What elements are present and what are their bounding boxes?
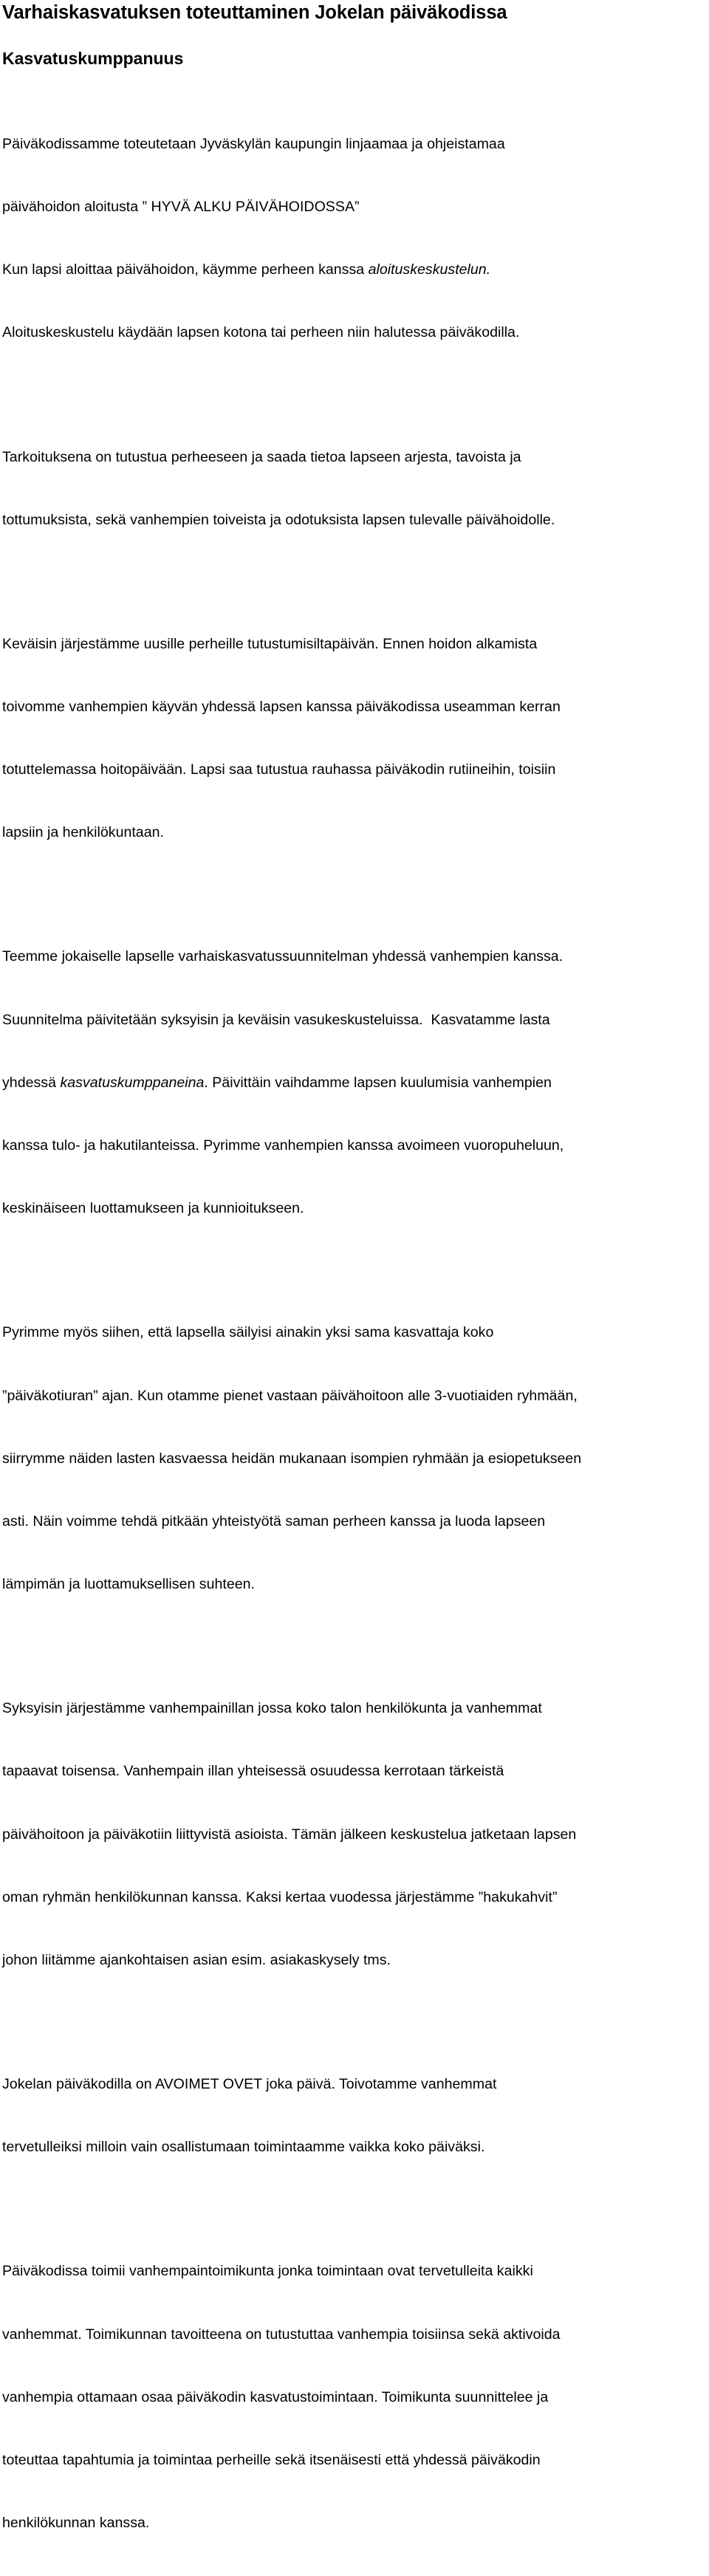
document-page	[2, 0, 708, 2576]
paragraph-1-text: Kun lapsi aloittaa päivähoidon, käymme perheen kanssa	[2, 261, 369, 278]
paragraph-4-line: kanssa tulo- ja hakutilanteissa. Pyrimme vanhempien kanssa avoimeen vuoropuheluun,	[2, 1137, 564, 1154]
paragraph-5-line: ”päiväkotiuran” ajan. Kun otamme pienet vastaan päivähoitoon alle 3-vuotiaiden ryhmään,	[2, 1387, 578, 1404]
paragraph-4-text: . Päivittäin vaihdamme lapsen kuulumisia vanhempien	[204, 1074, 552, 1091]
paragraph-8-line: Päiväkodissa toimii vanhempaintoimikunta jonka toimintaan ovat tervetulleita kaikki	[2, 2263, 533, 2280]
paragraph-6-line: päivähoitoon ja päiväkotiin liittyvistä asioista. Tämän jälkeen keskustelua jatketaan lapsen	[2, 1826, 577, 1843]
paragraph-8	[2, 2219, 708, 2576]
paragraph-4-line	[2, 1072, 708, 1093]
emphasis-aloituskeskustelu: aloituskeskustelun.	[368, 261, 491, 278]
paragraph-4	[2, 905, 708, 1261]
paragraph-6-line: oman ryhmän henkilökunnan kanssa. Kaksi kertaa vuodessa järjestämme ”hakukahvit”	[2, 1888, 558, 1905]
paragraph-2-line: tottumuksista, sekä vanhempien toiveista ja odotuksista lapsen tulevalle päivähoidolle.	[2, 511, 555, 528]
paragraph-6-line: tapaavat toisensa. Vanhempain illan yhteisessä osuudessa kerrotaan tärkeistä	[2, 1763, 504, 1780]
paragraph-7-line: Jokelan päiväkodilla on AVOIMET OVET joka päivä. Toivotamme vanhemmat	[2, 2076, 497, 2093]
paragraph-5-line: Pyrimme myös siihen, että lapsella säilyisi ainakin yksi sama kasvattaja koko	[2, 1324, 494, 1341]
section-heading: Kasvatuskumppanuus	[2, 49, 184, 68]
paragraph-3-line: lapsiin ja henkilökuntaan.	[2, 824, 164, 841]
paragraph-4-line: keskinäiseen luottamukseen ja kunnioitukseen.	[2, 1200, 304, 1217]
paragraph-4-line: Teemme jokaiselle lapselle varhaiskasvatussuunnitelman yhdessä vanhempien kanssa.	[2, 948, 564, 965]
paragraph-8-line: toteuttaa tapahtumia ja toimintaa perheille sekä itsenäisesti että yhdessä päiväkodin	[2, 2452, 541, 2469]
paragraph-4-text: yhdessä	[2, 1074, 61, 1091]
paragraph-3-line: totuttelemassa hoitopäivään. Lapsi saa tutustua rauhassa päiväkodin rutiineihin, toisiin	[2, 761, 556, 778]
paragraph-8-line: vanhempia ottamaan osaa päiväkodin kasvatustoimintaan. Toimikunta suunnittelee ja	[2, 2388, 549, 2405]
paragraph-8-line: vanhemmat. Toimikunnan tavoitteena on tutustuttaa vanhempia toisiinsa sekä aktivoida	[2, 2326, 561, 2343]
paragraph-2	[2, 405, 708, 572]
paragraph-3	[2, 592, 708, 886]
paragraph-5	[2, 1281, 708, 1637]
paragraph-6-line: Syksyisin järjestämme vanhempainillan jossa koko talon henkilökunta ja vanhemmat	[2, 1700, 542, 1717]
paragraph-5-line: siirrymme näiden lasten kasvaessa heidän mukanaan isompien ryhmään ja esiopetukseen	[2, 1450, 582, 1467]
paragraph-5-line: asti. Näin voimme tehdä pitkään yhteistyötä saman perheen kanssa ja luoda lapseen	[2, 1513, 546, 1530]
paragraph-4-line: Suunnitelma päivitetään syksyisin ja keväisin vasukeskusteluissa. Kasvatamme lasta	[2, 1011, 550, 1028]
paragraph-1-line	[2, 259, 708, 280]
paragraph-1-line: Päiväkodissamme toteutetaan Jyväskylän kaupungin linjaamaa ja ohjeistamaa	[2, 135, 505, 152]
paragraph-2-line: Tarkoituksena on tutustua perheeseen ja saada tietoa lapseen arjesta, tavoista ja	[2, 448, 521, 465]
page-title: Varhaiskasvatuksen toteuttaminen Jokelan päiväkodissa	[2, 2, 507, 23]
paragraph-8-line: henkilökunnan kanssa.	[2, 2515, 150, 2532]
paragraph-5-line: lämpimän ja luottamuksellisen suhteen.	[2, 1576, 255, 1593]
paragraph-1	[2, 92, 708, 386]
paragraph-6	[2, 1656, 708, 2012]
paragraph-7	[2, 2032, 708, 2199]
paragraph-3-line: toivomme vanhempien käyvän yhdessä lapsen kanssa päiväkodissa useamman kerran	[2, 698, 561, 715]
paragraph-3-line: Keväisin järjestämme uusille perheille tutustumisiltapäivän. Ennen hoidon alkamista	[2, 635, 538, 652]
paragraph-6-line: johon liitämme ajankohtaisen asian esim. asiakaskysely tms.	[2, 1952, 391, 1969]
paragraph-7-line: tervetulleiksi milloin vain osallistumaan toimintaamme vaikka koko päiväksi.	[2, 2139, 485, 2156]
paragraph-1-line: Aloituskeskustelu käydään lapsen kotona tai perheen niin halutessa päiväkodilla.	[2, 324, 520, 341]
paragraph-1-line: päivähoidon aloitusta ” HYVÄ ALKU PÄIVÄHOIDOSSA”	[2, 199, 360, 216]
emphasis-kasvatuskumppaneina: kasvatuskumppaneina	[60, 1074, 205, 1091]
